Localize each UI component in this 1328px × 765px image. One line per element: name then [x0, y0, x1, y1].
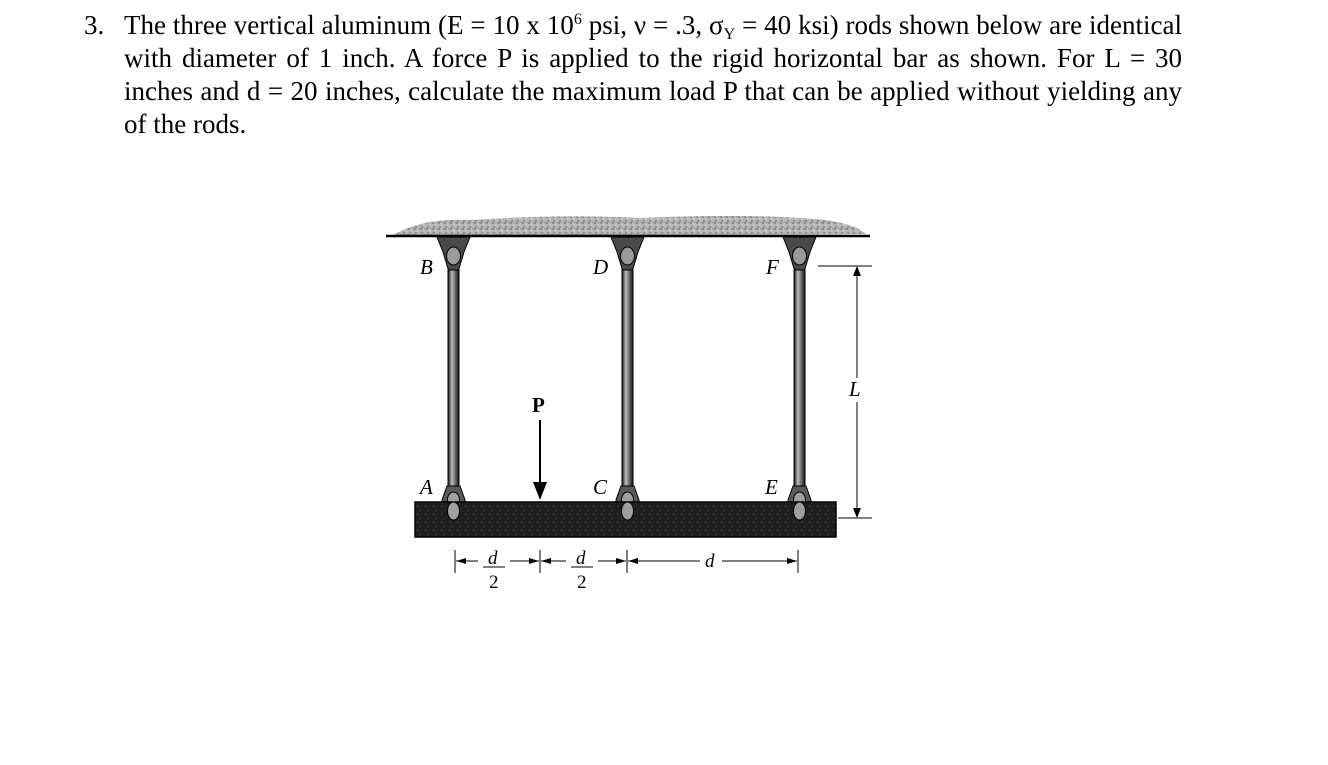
- rod-CD: [622, 270, 633, 488]
- dim-d-half-1-denominator: 2: [489, 572, 499, 593]
- yield-subscript: Y: [723, 26, 736, 43]
- dim-d-half-1-numerator: d: [488, 548, 498, 569]
- label-E: E: [765, 475, 778, 499]
- top-fitting-F: [783, 237, 816, 272]
- pin-E: [794, 502, 806, 520]
- dimension-chain: [455, 550, 798, 573]
- label-F: F: [766, 255, 779, 279]
- label-P: P: [532, 393, 545, 417]
- label-L: L: [849, 377, 861, 401]
- top-fitting-D: [611, 237, 644, 272]
- dim-d-half-2-denominator: 2: [577, 572, 587, 593]
- dim-d-full: d: [705, 551, 715, 572]
- load-arrow-P: [533, 420, 547, 500]
- label-D: D: [593, 255, 609, 279]
- dim-d-half-2-numerator: d: [576, 548, 586, 569]
- ceiling-support: [386, 216, 870, 236]
- problem-text-part3: = 40 ksi) rods shown below are identical with diameter of 1 inch. A force P is applied to the rigid horizontal bar as shown. For L = 30 inches and d = 20 inches, calculate the maximum load P that can be applied without yielding any of the rods.: [124, 10, 1182, 139]
- top-fitting-B: [437, 237, 470, 272]
- pin-C: [622, 502, 634, 520]
- problem-text-part2: psi, ν = .3, σ: [581, 10, 724, 40]
- ceiling-hatch: [392, 216, 866, 236]
- modulus-exponent: 6: [573, 11, 582, 28]
- problem-number: 3.: [84, 10, 105, 40]
- rod-AB: [448, 270, 459, 488]
- label-A: A: [420, 475, 433, 499]
- problem-text-part1: The three vertical aluminum (E = 10 x 10: [124, 10, 574, 40]
- rod-EF: [794, 270, 805, 488]
- pin-A: [448, 502, 460, 520]
- label-C: C: [593, 475, 608, 499]
- label-B: B: [420, 255, 433, 279]
- dimension-L: [818, 266, 872, 518]
